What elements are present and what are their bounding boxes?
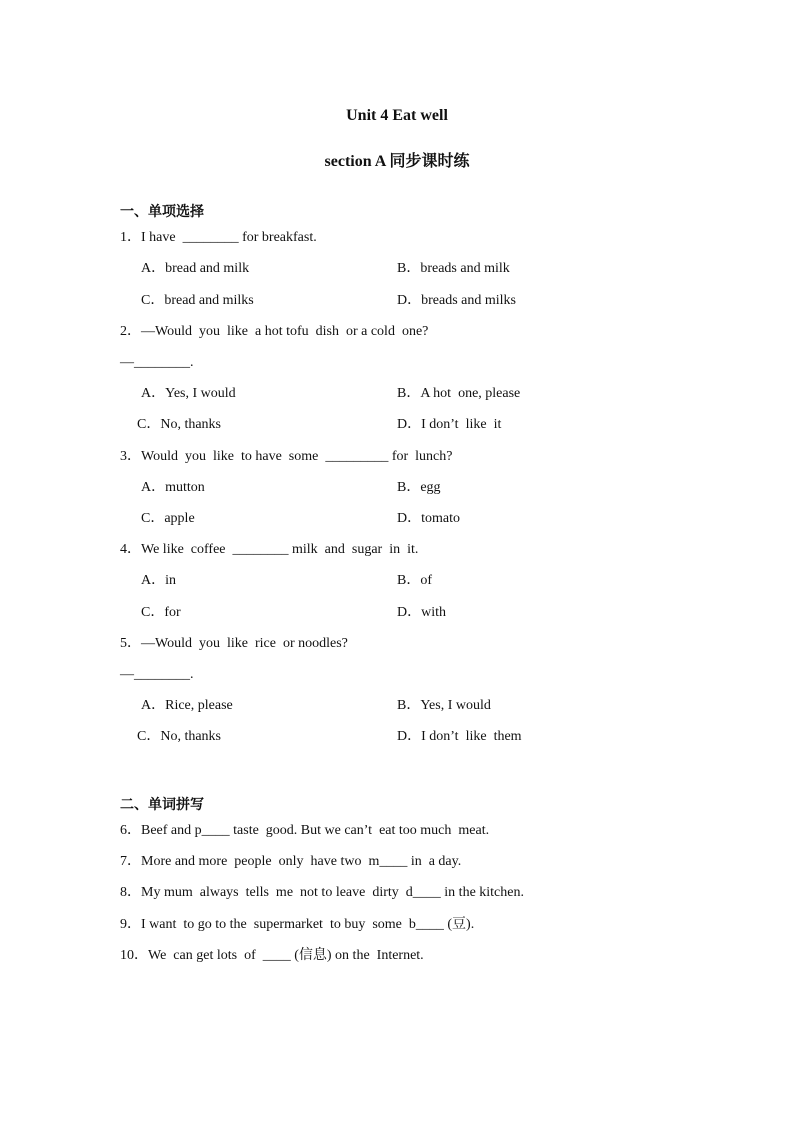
q5-option-d: D．I don’t like them [397, 729, 522, 744]
q4-option-d: D．with [397, 605, 446, 620]
q2-option-d: D．I don’t like it [397, 417, 502, 432]
q3-option-a: A．mutton [141, 480, 205, 495]
q5-answer-line: —________. [120, 667, 194, 682]
q2-answer-line: —________. [120, 355, 194, 370]
question-4: 4．We like coffee ________ milk and sugar in it. [120, 542, 419, 557]
spelling-item-9: 9．I want to go to the supermarket to buy some b____ (豆). [120, 917, 475, 932]
question-3: 3．Would you like to have some _________ for lunch? [120, 449, 453, 464]
q3-option-c: C．apple [141, 511, 195, 526]
q1-option-b: B．breads and milk [397, 261, 510, 276]
q4-option-c: C．for [141, 605, 181, 620]
question-5: 5．—Would you like rice or noodles? [120, 636, 348, 651]
q3-option-b: B．egg [397, 480, 441, 495]
spelling-item-8: 8．My mum always tells me not to leave dirty d____ in the kitchen. [120, 885, 524, 900]
spelling-item-6: 6．Beef and p____ taste good. But we can’t eat too much meat. [120, 823, 490, 838]
q1-option-c: C．bread and milks [141, 293, 254, 308]
q5-option-c: C．No, thanks [137, 729, 221, 744]
q4-option-a: A．in [141, 573, 176, 588]
q2-option-b: B．A hot one, please [397, 386, 521, 401]
question-2: 2．—Would you like a hot tofu dish or a cold one? [120, 324, 429, 339]
section-heading-spelling: 二、单词拼写 [120, 798, 204, 813]
q5-option-b: B．Yes, I would [397, 698, 491, 713]
spelling-item-10: 10．We can get lots of ____ (信息) on the Internet. [120, 948, 424, 963]
q4-option-b: B．of [397, 573, 432, 588]
q1-option-d: D．breads and milks [397, 293, 516, 308]
q2-option-c: C．No, thanks [137, 417, 221, 432]
q5-option-a: A．Rice, please [141, 698, 233, 713]
section-heading-multiple-choice: 一、单项选择 [120, 205, 204, 220]
q2-option-a: A．Yes, I would [141, 386, 236, 401]
question-1: 1．I have ________ for breakfast. [120, 230, 317, 245]
q3-option-d: D．tomato [397, 511, 460, 526]
document-subtitle: section A 同步课时练 [324, 153, 470, 170]
q1-option-a: A．bread and milk [141, 261, 250, 276]
document-title: Unit 4 Eat well [346, 107, 448, 124]
spelling-item-7: 7．More and more people only have two m____ in a day. [120, 854, 462, 869]
